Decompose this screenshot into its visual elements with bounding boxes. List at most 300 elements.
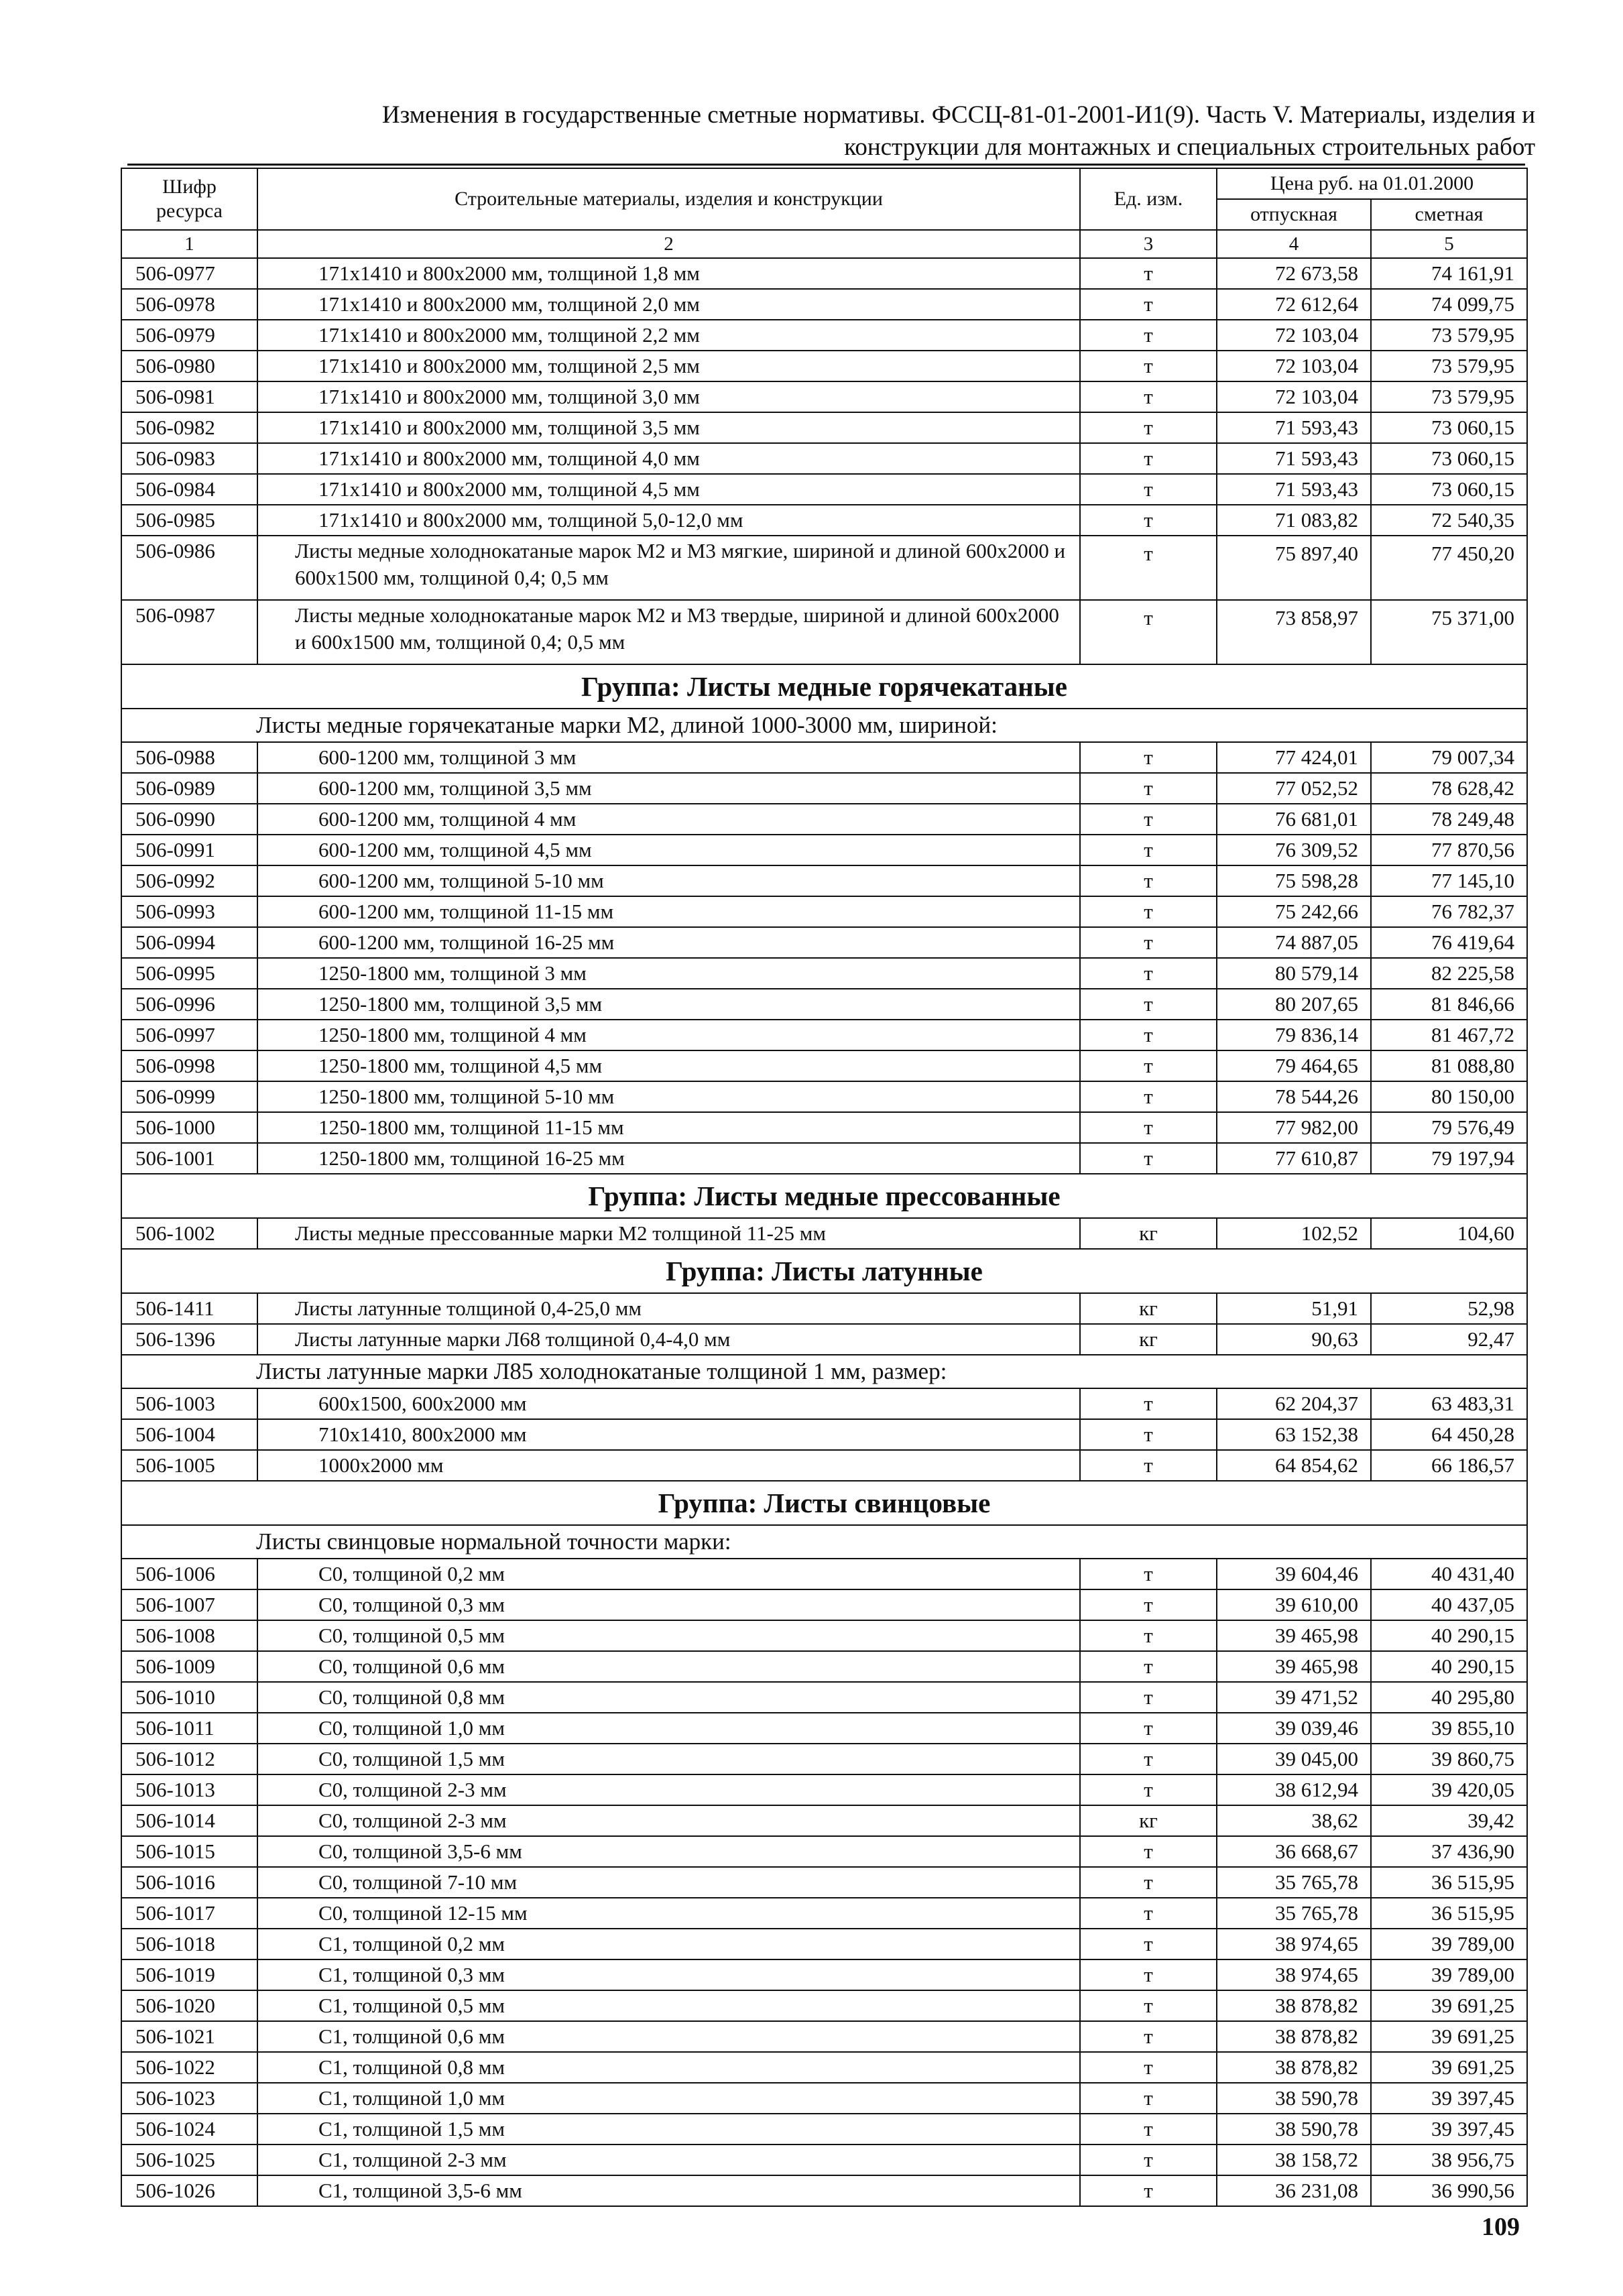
table-row xyxy=(121,1589,1527,1620)
estimate-price: 80 150,00 xyxy=(1371,1081,1527,1112)
table-row xyxy=(121,1050,1527,1081)
unit-of-measure: т xyxy=(1080,1559,1217,1589)
table-row xyxy=(121,1836,1527,1867)
col-header-code: Шифр ресурса xyxy=(121,168,257,230)
unit-of-measure: кг xyxy=(1080,1218,1217,1249)
estimate-price: 39 397,45 xyxy=(1371,2083,1527,2114)
estimate-price: 76 782,37 xyxy=(1371,896,1527,927)
table-row xyxy=(121,1929,1527,1959)
release-price: 36 668,67 xyxy=(1217,1836,1371,1867)
resource-code: 506-0980 xyxy=(121,351,257,381)
estimate-price: 39 420,05 xyxy=(1371,1774,1527,1805)
estimate-price: 81 846,66 xyxy=(1371,989,1527,1020)
group-row xyxy=(121,1249,1527,1293)
table-row xyxy=(121,1419,1527,1450)
column-number-row xyxy=(121,230,1527,258)
material-name: 171x1410 и 800x2000 мм, толщиной 4,5 мм xyxy=(257,474,1080,505)
estimate-price: 39 691,25 xyxy=(1371,1990,1527,2021)
estimate-price: 77 450,20 xyxy=(1371,536,1527,600)
unit-of-measure: т xyxy=(1080,1388,1217,1419)
table-row xyxy=(121,1559,1527,1589)
release-price: 64 854,62 xyxy=(1217,1450,1371,1481)
material-name: С0, толщиной 1,0 мм xyxy=(257,1713,1080,1744)
resource-code: 506-1011 xyxy=(121,1713,257,1744)
estimate-price: 73 060,15 xyxy=(1371,443,1527,474)
estimate-price: 81 467,72 xyxy=(1371,1020,1527,1050)
estimate-price: 75 371,00 xyxy=(1371,600,1527,664)
resource-code: 506-1015 xyxy=(121,1836,257,1867)
material-name: 1250-1800 мм, толщиной 3,5 мм xyxy=(257,989,1080,1020)
resource-code: 506-0987 xyxy=(121,600,257,664)
header-line-1: Изменения в государственные сметные нормативы. ФССЦ-81-01-2001-И1(9). Часть V. Материалы, изделия и xyxy=(381,101,1535,129)
unit-of-measure: т xyxy=(1080,1836,1217,1867)
subgroup-title: Листы свинцовые нормальной точности марки: xyxy=(121,1525,1527,1559)
resource-code: 506-1396 xyxy=(121,1324,257,1355)
material-name: 171x1410 и 800x2000 мм, толщиной 3,0 мм xyxy=(257,381,1080,412)
table-row xyxy=(121,773,1527,804)
unit-of-measure: т xyxy=(1080,258,1217,289)
resource-code: 506-0992 xyxy=(121,865,257,896)
resource-code: 506-1021 xyxy=(121,2021,257,2052)
group-title: Группа: Листы латунные xyxy=(121,1249,1527,1293)
table-row xyxy=(121,958,1527,989)
unit-of-measure: т xyxy=(1080,289,1217,320)
material-name: 600-1200 мм, толщиной 16-25 мм xyxy=(257,927,1080,958)
release-price: 79 464,65 xyxy=(1217,1050,1371,1081)
table-row xyxy=(121,2083,1527,2114)
unit-of-measure: т xyxy=(1080,835,1217,865)
unit-of-measure: т xyxy=(1080,1020,1217,1050)
material-name: С0, толщиной 7-10 мм xyxy=(257,1867,1080,1898)
table-row xyxy=(121,1450,1527,1481)
material-name: Листы медные холоднокатаные марок М2 и М3 твердые, шириной и длиной 600x2000 и 600x1500 мм, толщиной 0,4; 0,5 мм xyxy=(257,600,1080,664)
material-name: С0, толщиной 2-3 мм xyxy=(257,1805,1080,1836)
resource-code: 506-1000 xyxy=(121,1112,257,1143)
table-row xyxy=(121,536,1527,600)
resource-code: 506-1008 xyxy=(121,1620,257,1651)
column-number: 1 xyxy=(121,230,257,258)
release-price: 38 974,65 xyxy=(1217,1929,1371,1959)
estimate-price: 73 579,95 xyxy=(1371,381,1527,412)
unit-of-measure: т xyxy=(1080,1990,1217,2021)
material-name: 171x1410 и 800x2000 мм, толщиной 4,0 мм xyxy=(257,443,1080,474)
table-row xyxy=(121,1682,1527,1713)
resource-code: 506-0990 xyxy=(121,804,257,835)
unit-of-measure: т xyxy=(1080,1682,1217,1713)
column-number: 3 xyxy=(1080,230,1217,258)
release-price: 77 424,01 xyxy=(1217,742,1371,773)
estimate-price: 40 290,15 xyxy=(1371,1620,1527,1651)
resource-code: 506-0995 xyxy=(121,958,257,989)
release-price: 38 612,94 xyxy=(1217,1774,1371,1805)
resource-code: 506-1009 xyxy=(121,1651,257,1682)
material-name: 600x1500, 600x2000 мм xyxy=(257,1388,1080,1419)
page-number: 109 xyxy=(1482,2213,1520,2241)
group-row xyxy=(121,1174,1527,1218)
release-price: 71 593,43 xyxy=(1217,443,1371,474)
table-row xyxy=(121,1020,1527,1050)
table-row xyxy=(121,600,1527,664)
resource-code: 506-0993 xyxy=(121,896,257,927)
release-price: 80 207,65 xyxy=(1217,989,1371,1020)
resource-code: 506-0999 xyxy=(121,1081,257,1112)
table-row xyxy=(121,1218,1527,1249)
release-price: 71 083,82 xyxy=(1217,505,1371,536)
material-name: 171x1410 и 800x2000 мм, толщиной 2,0 мм xyxy=(257,289,1080,320)
release-price: 72 612,64 xyxy=(1217,289,1371,320)
unit-of-measure: т xyxy=(1080,1651,1217,1682)
unit-of-measure: т xyxy=(1080,2052,1217,2083)
resource-code: 506-0985 xyxy=(121,505,257,536)
release-price: 38 590,78 xyxy=(1217,2114,1371,2144)
unit-of-measure: т xyxy=(1080,1112,1217,1143)
release-price: 63 152,38 xyxy=(1217,1419,1371,1450)
unit-of-measure: т xyxy=(1080,1589,1217,1620)
release-price: 77 052,52 xyxy=(1217,773,1371,804)
release-price: 51,91 xyxy=(1217,1293,1371,1324)
estimate-price: 82 225,58 xyxy=(1371,958,1527,989)
estimate-price: 73 579,95 xyxy=(1371,351,1527,381)
material-name: С1, толщиной 1,5 мм xyxy=(257,2114,1080,2144)
resource-code: 506-0983 xyxy=(121,443,257,474)
release-price: 102,52 xyxy=(1217,1218,1371,1249)
resource-code: 506-1017 xyxy=(121,1898,257,1929)
unit-of-measure: кг xyxy=(1080,1324,1217,1355)
release-price: 71 593,43 xyxy=(1217,474,1371,505)
material-name: 600-1200 мм, толщиной 11-15 мм xyxy=(257,896,1080,927)
column-number: 2 xyxy=(257,230,1080,258)
estimate-price: 73 579,95 xyxy=(1371,320,1527,351)
column-number: 4 xyxy=(1217,230,1371,258)
resource-code: 506-1016 xyxy=(121,1867,257,1898)
material-name: 600-1200 мм, толщиной 4,5 мм xyxy=(257,835,1080,865)
estimate-price: 63 483,31 xyxy=(1371,1388,1527,1419)
header-line-2: конструкции для монтажных и специальных строительных работ xyxy=(844,133,1535,161)
resource-code: 506-1019 xyxy=(121,1959,257,1990)
release-price: 78 544,26 xyxy=(1217,1081,1371,1112)
material-name: 600-1200 мм, толщиной 4 мм xyxy=(257,804,1080,835)
estimate-price: 36 515,95 xyxy=(1371,1898,1527,1929)
material-name: С0, толщиной 12-15 мм xyxy=(257,1898,1080,1929)
unit-of-measure: т xyxy=(1080,1713,1217,1744)
unit-of-measure: т xyxy=(1080,896,1217,927)
table-row xyxy=(121,1959,1527,1990)
column-number: 5 xyxy=(1371,230,1527,258)
material-name: 171x1410 и 800x2000 мм, толщиной 5,0-12,0 мм xyxy=(257,505,1080,536)
price-table-body xyxy=(121,168,1527,2206)
release-price: 72 103,04 xyxy=(1217,381,1371,412)
estimate-price: 39 789,00 xyxy=(1371,1929,1527,1959)
unit-of-measure: т xyxy=(1080,2114,1217,2144)
table-row xyxy=(121,1990,1527,2021)
unit-of-measure: т xyxy=(1080,1050,1217,1081)
release-price: 72 103,04 xyxy=(1217,351,1371,381)
estimate-price: 78 249,48 xyxy=(1371,804,1527,835)
unit-of-measure: кг xyxy=(1080,1805,1217,1836)
table-row xyxy=(121,1112,1527,1143)
estimate-price: 74 161,91 xyxy=(1371,258,1527,289)
release-price: 35 765,78 xyxy=(1217,1867,1371,1898)
material-name: 171x1410 и 800x2000 мм, толщиной 2,2 мм xyxy=(257,320,1080,351)
estimate-price: 52,98 xyxy=(1371,1293,1527,1324)
table-row xyxy=(121,381,1527,412)
resource-code: 506-1024 xyxy=(121,2114,257,2144)
resource-code: 506-1018 xyxy=(121,1929,257,1959)
resource-code: 506-1012 xyxy=(121,1744,257,1774)
resource-code: 506-1003 xyxy=(121,1388,257,1419)
release-price: 71 593,43 xyxy=(1217,412,1371,443)
resource-code: 506-0997 xyxy=(121,1020,257,1050)
subgroup-title: Листы медные горячекатаные марки М2, длиной 1000-3000 мм, шириной: xyxy=(121,709,1527,742)
release-price: 38 158,72 xyxy=(1217,2144,1371,2175)
resource-code: 506-1006 xyxy=(121,1559,257,1589)
resource-code: 506-1023 xyxy=(121,2083,257,2114)
table-row xyxy=(121,1713,1527,1744)
unit-of-measure: т xyxy=(1080,1867,1217,1898)
estimate-price: 79 197,94 xyxy=(1371,1143,1527,1174)
estimate-price: 39 855,10 xyxy=(1371,1713,1527,1744)
unit-of-measure: т xyxy=(1080,1898,1217,1929)
unit-of-measure: т xyxy=(1080,505,1217,536)
material-name: 1250-1800 мм, толщиной 4 мм xyxy=(257,1020,1080,1050)
unit-of-measure: т xyxy=(1080,412,1217,443)
material-name: С1, толщиной 1,0 мм xyxy=(257,2083,1080,2114)
resource-code: 506-0978 xyxy=(121,289,257,320)
unit-of-measure: т xyxy=(1080,474,1217,505)
material-name: С1, толщиной 3,5-6 мм xyxy=(257,2175,1080,2206)
price-table xyxy=(121,168,1528,2207)
material-name: 1250-1800 мм, толщиной 3 мм xyxy=(257,958,1080,989)
material-name: С1, толщиной 0,2 мм xyxy=(257,1929,1080,1959)
unit-of-measure: т xyxy=(1080,2144,1217,2175)
table-row xyxy=(121,1774,1527,1805)
material-name: Листы латунные толщиной 0,4-25,0 мм xyxy=(257,1293,1080,1324)
release-price: 90,63 xyxy=(1217,1324,1371,1355)
table-row xyxy=(121,1651,1527,1682)
table-row xyxy=(121,1620,1527,1651)
unit-of-measure: т xyxy=(1080,1959,1217,1990)
group-title: Группа: Листы медные прессованные xyxy=(121,1174,1527,1218)
col-header-estimate-price: сметная xyxy=(1371,199,1527,230)
resource-code: 506-1025 xyxy=(121,2144,257,2175)
resource-code: 506-1022 xyxy=(121,2052,257,2083)
material-name: 171x1410 и 800x2000 мм, толщиной 1,8 мм xyxy=(257,258,1080,289)
release-price: 38 878,82 xyxy=(1217,2021,1371,2052)
material-name: 1250-1800 мм, толщиной 16-25 мм xyxy=(257,1143,1080,1174)
material-name: С0, толщиной 1,5 мм xyxy=(257,1744,1080,1774)
material-name: 710x1410, 800x2000 мм xyxy=(257,1419,1080,1450)
resource-code: 506-0979 xyxy=(121,320,257,351)
unit-of-measure: т xyxy=(1080,927,1217,958)
group-row xyxy=(121,664,1527,709)
document-header xyxy=(121,99,1535,164)
col-header-name: Строительные материалы, изделия и конструкции xyxy=(257,168,1080,230)
table-row xyxy=(121,412,1527,443)
release-price: 77 610,87 xyxy=(1217,1143,1371,1174)
estimate-price: 36 515,95 xyxy=(1371,1867,1527,1898)
estimate-price: 74 099,75 xyxy=(1371,289,1527,320)
col-header-unit: Ед. изм. xyxy=(1080,168,1217,230)
release-price: 39 471,52 xyxy=(1217,1682,1371,1713)
release-price: 38 878,82 xyxy=(1217,1990,1371,2021)
table-row xyxy=(121,2144,1527,2175)
estimate-price: 38 956,75 xyxy=(1371,2144,1527,2175)
estimate-price: 73 060,15 xyxy=(1371,412,1527,443)
estimate-price: 78 628,42 xyxy=(1371,773,1527,804)
release-price: 38 974,65 xyxy=(1217,1959,1371,1990)
resource-code: 506-1026 xyxy=(121,2175,257,2206)
material-name: С1, толщиной 2-3 мм xyxy=(257,2144,1080,2175)
header-rule xyxy=(127,164,1525,166)
estimate-price: 39 691,25 xyxy=(1371,2021,1527,2052)
resource-code: 506-0991 xyxy=(121,835,257,865)
estimate-price: 39 860,75 xyxy=(1371,1744,1527,1774)
material-name: 600-1200 мм, толщиной 5-10 мм xyxy=(257,865,1080,896)
estimate-price: 79 007,34 xyxy=(1371,742,1527,773)
table-row xyxy=(121,927,1527,958)
table-row xyxy=(121,2052,1527,2083)
table-row xyxy=(121,1143,1527,1174)
estimate-price: 72 540,35 xyxy=(1371,505,1527,536)
release-price: 72 673,58 xyxy=(1217,258,1371,289)
estimate-price: 92,47 xyxy=(1371,1324,1527,1355)
estimate-price: 64 450,28 xyxy=(1371,1419,1527,1450)
unit-of-measure: т xyxy=(1080,1419,1217,1450)
table-row xyxy=(121,351,1527,381)
material-name: С1, толщиной 0,8 мм xyxy=(257,2052,1080,2083)
estimate-price: 66 186,57 xyxy=(1371,1450,1527,1481)
estimate-price: 79 576,49 xyxy=(1371,1112,1527,1143)
release-price: 38 878,82 xyxy=(1217,2052,1371,2083)
table-row xyxy=(121,443,1527,474)
release-price: 76 681,01 xyxy=(1217,804,1371,835)
material-name: С1, толщиной 0,3 мм xyxy=(257,1959,1080,1990)
resource-code: 506-0984 xyxy=(121,474,257,505)
resource-code: 506-0994 xyxy=(121,927,257,958)
material-name: Листы медные холоднокатаные марок М2 и М3 мягкие, шириной и длиной 600x2000 и 600x1500 мм, толщиной 0,4; 0,5 мм xyxy=(257,536,1080,600)
material-name: 1250-1800 мм, толщиной 5-10 мм xyxy=(257,1081,1080,1112)
resource-code: 506-1001 xyxy=(121,1143,257,1174)
table-row xyxy=(121,1388,1527,1419)
resource-code: 506-1411 xyxy=(121,1293,257,1324)
unit-of-measure: т xyxy=(1080,865,1217,896)
subgroup-row xyxy=(121,1525,1527,1559)
estimate-price: 40 290,15 xyxy=(1371,1651,1527,1682)
unit-of-measure: т xyxy=(1080,536,1217,600)
unit-of-measure: т xyxy=(1080,1744,1217,1774)
release-price: 75 897,40 xyxy=(1217,536,1371,600)
table-row xyxy=(121,989,1527,1020)
material-name: С0, толщиной 3,5-6 мм xyxy=(257,1836,1080,1867)
table-row xyxy=(121,2114,1527,2144)
table-row xyxy=(121,1867,1527,1898)
table-row xyxy=(121,835,1527,865)
release-price: 39 610,00 xyxy=(1217,1589,1371,1620)
material-name: С1, толщиной 0,5 мм xyxy=(257,1990,1080,2021)
table-row xyxy=(121,1898,1527,1929)
estimate-price: 40 295,80 xyxy=(1371,1682,1527,1713)
release-price: 38 590,78 xyxy=(1217,2083,1371,2114)
estimate-price: 104,60 xyxy=(1371,1218,1527,1249)
group-row xyxy=(121,1481,1527,1525)
table-row xyxy=(121,1081,1527,1112)
release-price: 39 465,98 xyxy=(1217,1651,1371,1682)
unit-of-measure: т xyxy=(1080,1929,1217,1959)
estimate-price: 40 431,40 xyxy=(1371,1559,1527,1589)
subgroup-row xyxy=(121,1355,1527,1388)
table-row xyxy=(121,505,1527,536)
release-price: 72 103,04 xyxy=(1217,320,1371,351)
release-price: 74 887,05 xyxy=(1217,927,1371,958)
material-name: С0, толщиной 0,3 мм xyxy=(257,1589,1080,1620)
unit-of-measure: т xyxy=(1080,2021,1217,2052)
resource-code: 506-1020 xyxy=(121,1990,257,2021)
release-price: 39 465,98 xyxy=(1217,1620,1371,1651)
unit-of-measure: т xyxy=(1080,351,1217,381)
table-row xyxy=(121,1805,1527,1836)
unit-of-measure: т xyxy=(1080,804,1217,835)
resource-code: 506-0989 xyxy=(121,773,257,804)
resource-code: 506-0986 xyxy=(121,536,257,600)
table-row xyxy=(121,320,1527,351)
estimate-price: 37 436,90 xyxy=(1371,1836,1527,1867)
material-name: Листы латунные марки Л68 толщиной 0,4-4,0 мм xyxy=(257,1324,1080,1355)
release-price: 79 836,14 xyxy=(1217,1020,1371,1050)
subgroup-row xyxy=(121,709,1527,742)
table-row xyxy=(121,2021,1527,2052)
resource-code: 506-1010 xyxy=(121,1682,257,1713)
table-row xyxy=(121,804,1527,835)
unit-of-measure: т xyxy=(1080,1143,1217,1174)
unit-of-measure: т xyxy=(1080,1620,1217,1651)
resource-code: 506-1013 xyxy=(121,1774,257,1805)
estimate-price: 39 789,00 xyxy=(1371,1959,1527,1990)
unit-of-measure: т xyxy=(1080,600,1217,664)
col-header-release-price: отпускная xyxy=(1217,199,1371,230)
resource-code: 506-1014 xyxy=(121,1805,257,1836)
estimate-price: 39 691,25 xyxy=(1371,2052,1527,2083)
unit-of-measure: т xyxy=(1080,989,1217,1020)
resource-code: 506-0981 xyxy=(121,381,257,412)
release-price: 35 765,78 xyxy=(1217,1898,1371,1929)
estimate-price: 36 990,56 xyxy=(1371,2175,1527,2206)
table-row xyxy=(121,1744,1527,1774)
resource-code: 506-0982 xyxy=(121,412,257,443)
resource-code: 506-1007 xyxy=(121,1589,257,1620)
resource-code: 506-1005 xyxy=(121,1450,257,1481)
unit-of-measure: т xyxy=(1080,443,1217,474)
estimate-price: 40 437,05 xyxy=(1371,1589,1527,1620)
material-name: 171x1410 и 800x2000 мм, толщиной 2,5 мм xyxy=(257,351,1080,381)
unit-of-measure: т xyxy=(1080,1774,1217,1805)
material-name: 1250-1800 мм, толщиной 11-15 мм xyxy=(257,1112,1080,1143)
resource-code: 506-1004 xyxy=(121,1419,257,1450)
table-row xyxy=(121,2175,1527,2206)
unit-of-measure: т xyxy=(1080,1081,1217,1112)
unit-of-measure: т xyxy=(1080,958,1217,989)
release-price: 38,62 xyxy=(1217,1805,1371,1836)
estimate-price: 73 060,15 xyxy=(1371,474,1527,505)
table-row xyxy=(121,1293,1527,1324)
release-price: 39 604,46 xyxy=(1217,1559,1371,1589)
unit-of-measure: кг xyxy=(1080,1293,1217,1324)
estimate-price: 39,42 xyxy=(1371,1805,1527,1836)
unit-of-measure: т xyxy=(1080,2083,1217,2114)
table-row xyxy=(121,742,1527,773)
release-price: 39 039,46 xyxy=(1217,1713,1371,1744)
subgroup-title: Листы латунные марки Л85 холоднокатаные толщиной 1 мм, размер: xyxy=(121,1355,1527,1388)
estimate-price: 76 419,64 xyxy=(1371,927,1527,958)
